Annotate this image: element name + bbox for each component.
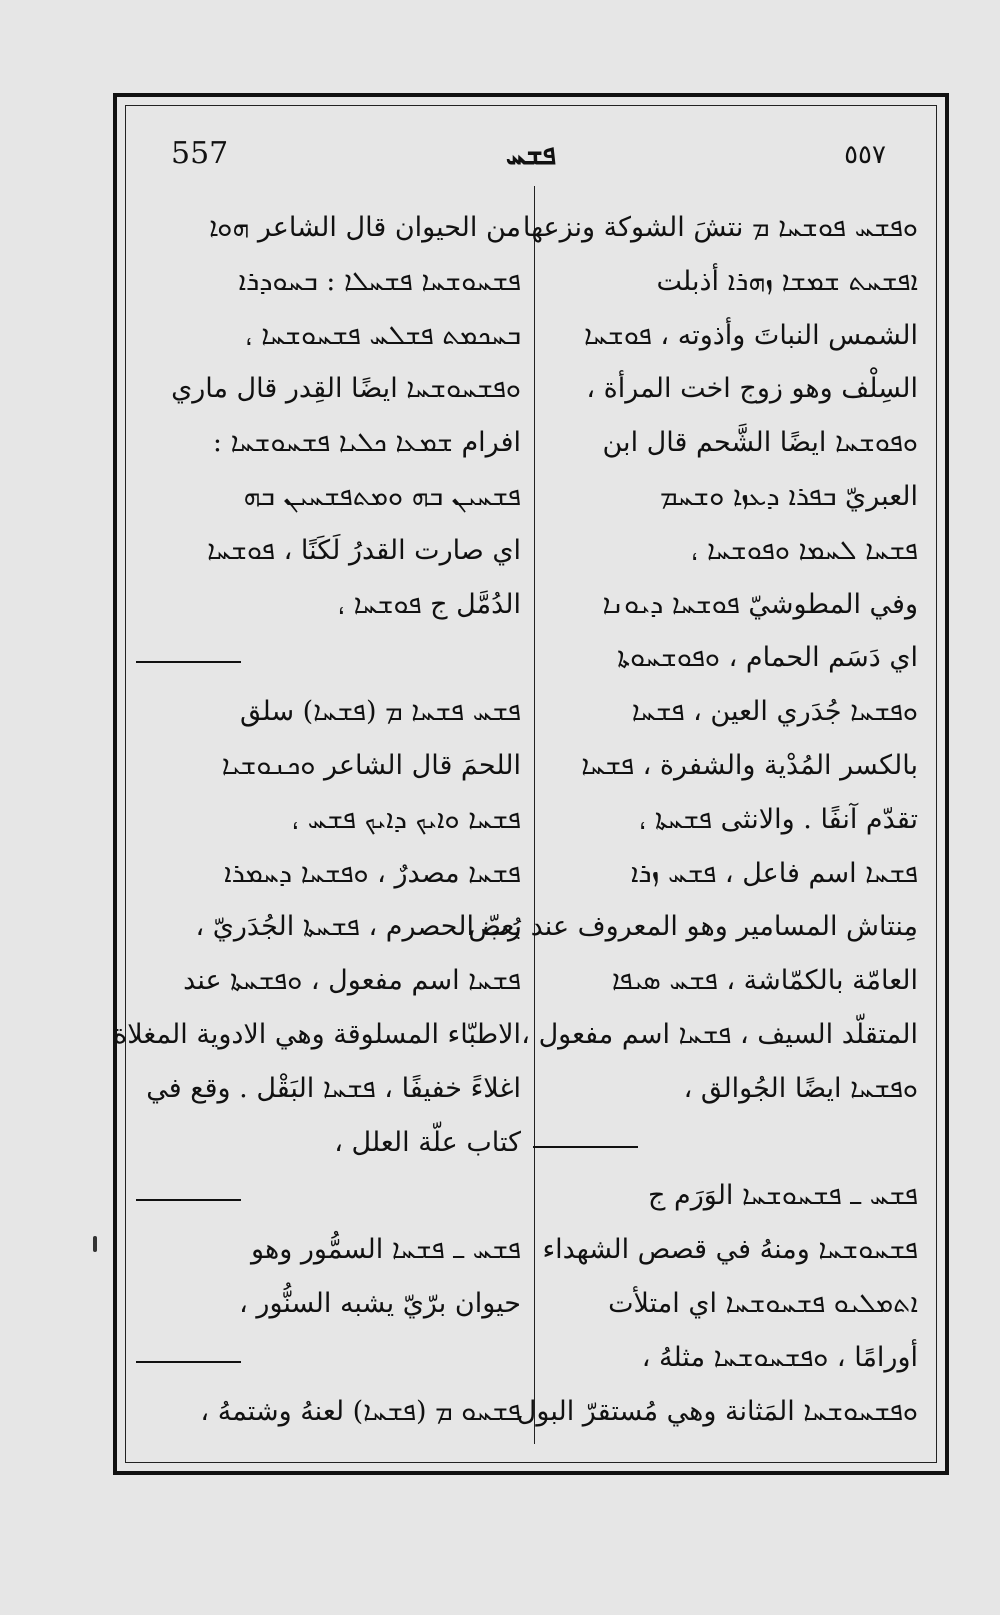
running-head: ܦܫܚ — [505, 138, 557, 171]
entry-divider-rule — [136, 1169, 521, 1223]
text-line: وفي المطوشيّ ܦܘܫܚܐ ܕܝܘܢܐ — [602, 588, 918, 620]
stray-ink-mark — [93, 1236, 97, 1252]
text-line: ܦܫܚܐ ܘܐܝܟ ܕܐܝܟ ܦܫܚ ، — [291, 803, 521, 835]
text-line: حيوان برّيّ يشبه السنُّور ، — [239, 1287, 521, 1319]
text-line: الاطبّاء المسلوقة وهي الادوية المغلاة — [113, 1018, 521, 1050]
text-line: ܐܦܫܚܬ ܫܡܫܐ ܙܗܪܐ أذبلت — [656, 265, 918, 297]
right-column — [468, 201, 918, 1438]
text-line: العبريّ ܒܦܪܐ ܕܥܙܐ ܘܫܚܡ — [659, 480, 918, 512]
text-line: ܘܦܫܚܐ جُدَري العين ، ܦܫܚܐ — [631, 696, 918, 728]
text-line: ܦܫܚܘܫܚܐ ومنهُ في قصص الشهداء — [542, 1234, 918, 1266]
text-line: اي دَسَم الحمام ، ܘܦܘܫܚܘܬܐ — [617, 642, 918, 674]
page-header — [126, 136, 936, 186]
text-line: من الحيوان قال الشاعر ܗܘܐ — [209, 212, 521, 243]
text-line: ܘܦܫܚܘܫܚܐ ايضًا القِدر قال ماري — [171, 373, 521, 405]
text-line: ܦܫܚܝܢ ܒܗ ܘܡܬܦܫܚܝܢ ܒܗ — [243, 480, 521, 512]
text-line: ܦܫܚܐ اسم مفعول ، ܘܦܫܚܬܐ عند — [183, 965, 521, 997]
entry-divider-rule — [136, 631, 521, 685]
text-line: اللحمَ قال الشاعر ܘܟܢܘܫܝܐ — [221, 749, 521, 781]
text-line: ܦܫܚܐ ܠܚܡܐ ܘܦܘܫܚܐ ، — [690, 534, 918, 566]
text-line: رُبّ الحصرم ، ܦܫܚܬܐ الجُدَريّ ، — [195, 911, 521, 943]
text-line: ܦܫܚ ـ ܦܫܚܘܫܚܐ الوَرَم ج — [647, 1180, 918, 1212]
text-line: الدُمَّل ج ܦܘܫܚܐ ، — [337, 588, 521, 620]
text-line: كتاب علّة العلل ، — [334, 1126, 521, 1158]
text-line: ܘܦܘܫܚܐ ايضًا الشَّحم قال ابن — [602, 427, 918, 459]
text-line: اي صارت القدرُ لَكَنًا ، ܦܘܫܚܐ — [207, 534, 521, 566]
page-frame — [113, 93, 949, 1475]
text-line: ܦܫܚ ܦܫܚܐ ܡ (ܦܫܚܐ) سلق — [239, 696, 521, 728]
text-line: تقدّم آنفًا . والانثى ܦܫܚܬܐ ، — [638, 803, 918, 835]
page-number-latin: 557 — [171, 136, 229, 171]
text-line: ܦܫܚܐ مصدرٌ ، ܘܦܫܚܐ ܕܚܡܪܐ — [224, 857, 521, 889]
text-line: السِلْف وهو زوج اخت المرأة ، — [586, 373, 918, 405]
text-line: ܦܫܚܐ اسم فاعل ، ܦܫܚ ܙܪܐ — [630, 857, 918, 889]
text-line: ܒܚܟܡܬ ܦܫܠܚ ܦܫܚܘܫܚܐ ، — [245, 319, 521, 351]
text-line: افرام ܫܡܥܐ ܟܠܝܐ ܦܫܚܘܫܚܐ : — [212, 427, 521, 459]
text-line: العامّة بالكمّاشة ، ܦܫܚ ܣܝܦܐ — [611, 965, 918, 997]
entry-divider-rule — [136, 1331, 521, 1385]
text-line: بالكسر المُدْية والشفرة ، ܦܫܚܐ — [581, 749, 918, 781]
text-line: ܘܦܫܚܘܫܚܐ المَثانة وهي مُستقرّ البول — [516, 1395, 918, 1427]
text-line: الشمس النباتَ وأذوته ، ܦܘܫܚܐ — [583, 319, 918, 351]
text-line: مِنتاش المسامير وهو المعروف عند بعض — [468, 911, 918, 943]
text-line: ܦܫܚܘܫܚܐ ܦܫܚܠܐ : ܒܚܘܕܪܐ — [238, 265, 521, 297]
page-number-arabic: ٥٥٧ — [844, 140, 886, 170]
text-line: المتقلّد السيف ، ܦܫܚܐ اسم مفعول ، — [521, 1018, 918, 1050]
text-line: ܐܬܡܠܝܘ ܦܫܚܘܫܚܐ اي امتلأت — [608, 1287, 918, 1319]
left-column — [113, 201, 521, 1438]
entry-divider-rule — [533, 1116, 918, 1170]
text-line: أورامًا ، ܘܦܫܚܘܫܚܐ مثلهُ ، — [641, 1341, 918, 1373]
text-line: ܘܦܫܚܐ ايضًا الجُوالق ، — [683, 1072, 918, 1104]
text-line: اغلاءً خفيفًا ، ܦܫܚܐ البَقْل . وقع في — [146, 1072, 521, 1104]
text-line: ܦܫܚ ـ ܦܫܚܐ السمُّور وهو — [251, 1234, 521, 1266]
page-frame-inner-rule — [113, 105, 937, 1463]
text-line: ܦܫܚܘ ܡ (ܦܫܚܐ) لعنهُ وشتمهُ ، — [200, 1395, 521, 1427]
text-line: ܘܦܫܚ ܦܘܫܚܐ ܡ نتشَ الشوكة ونزعها ، — [505, 212, 918, 243]
